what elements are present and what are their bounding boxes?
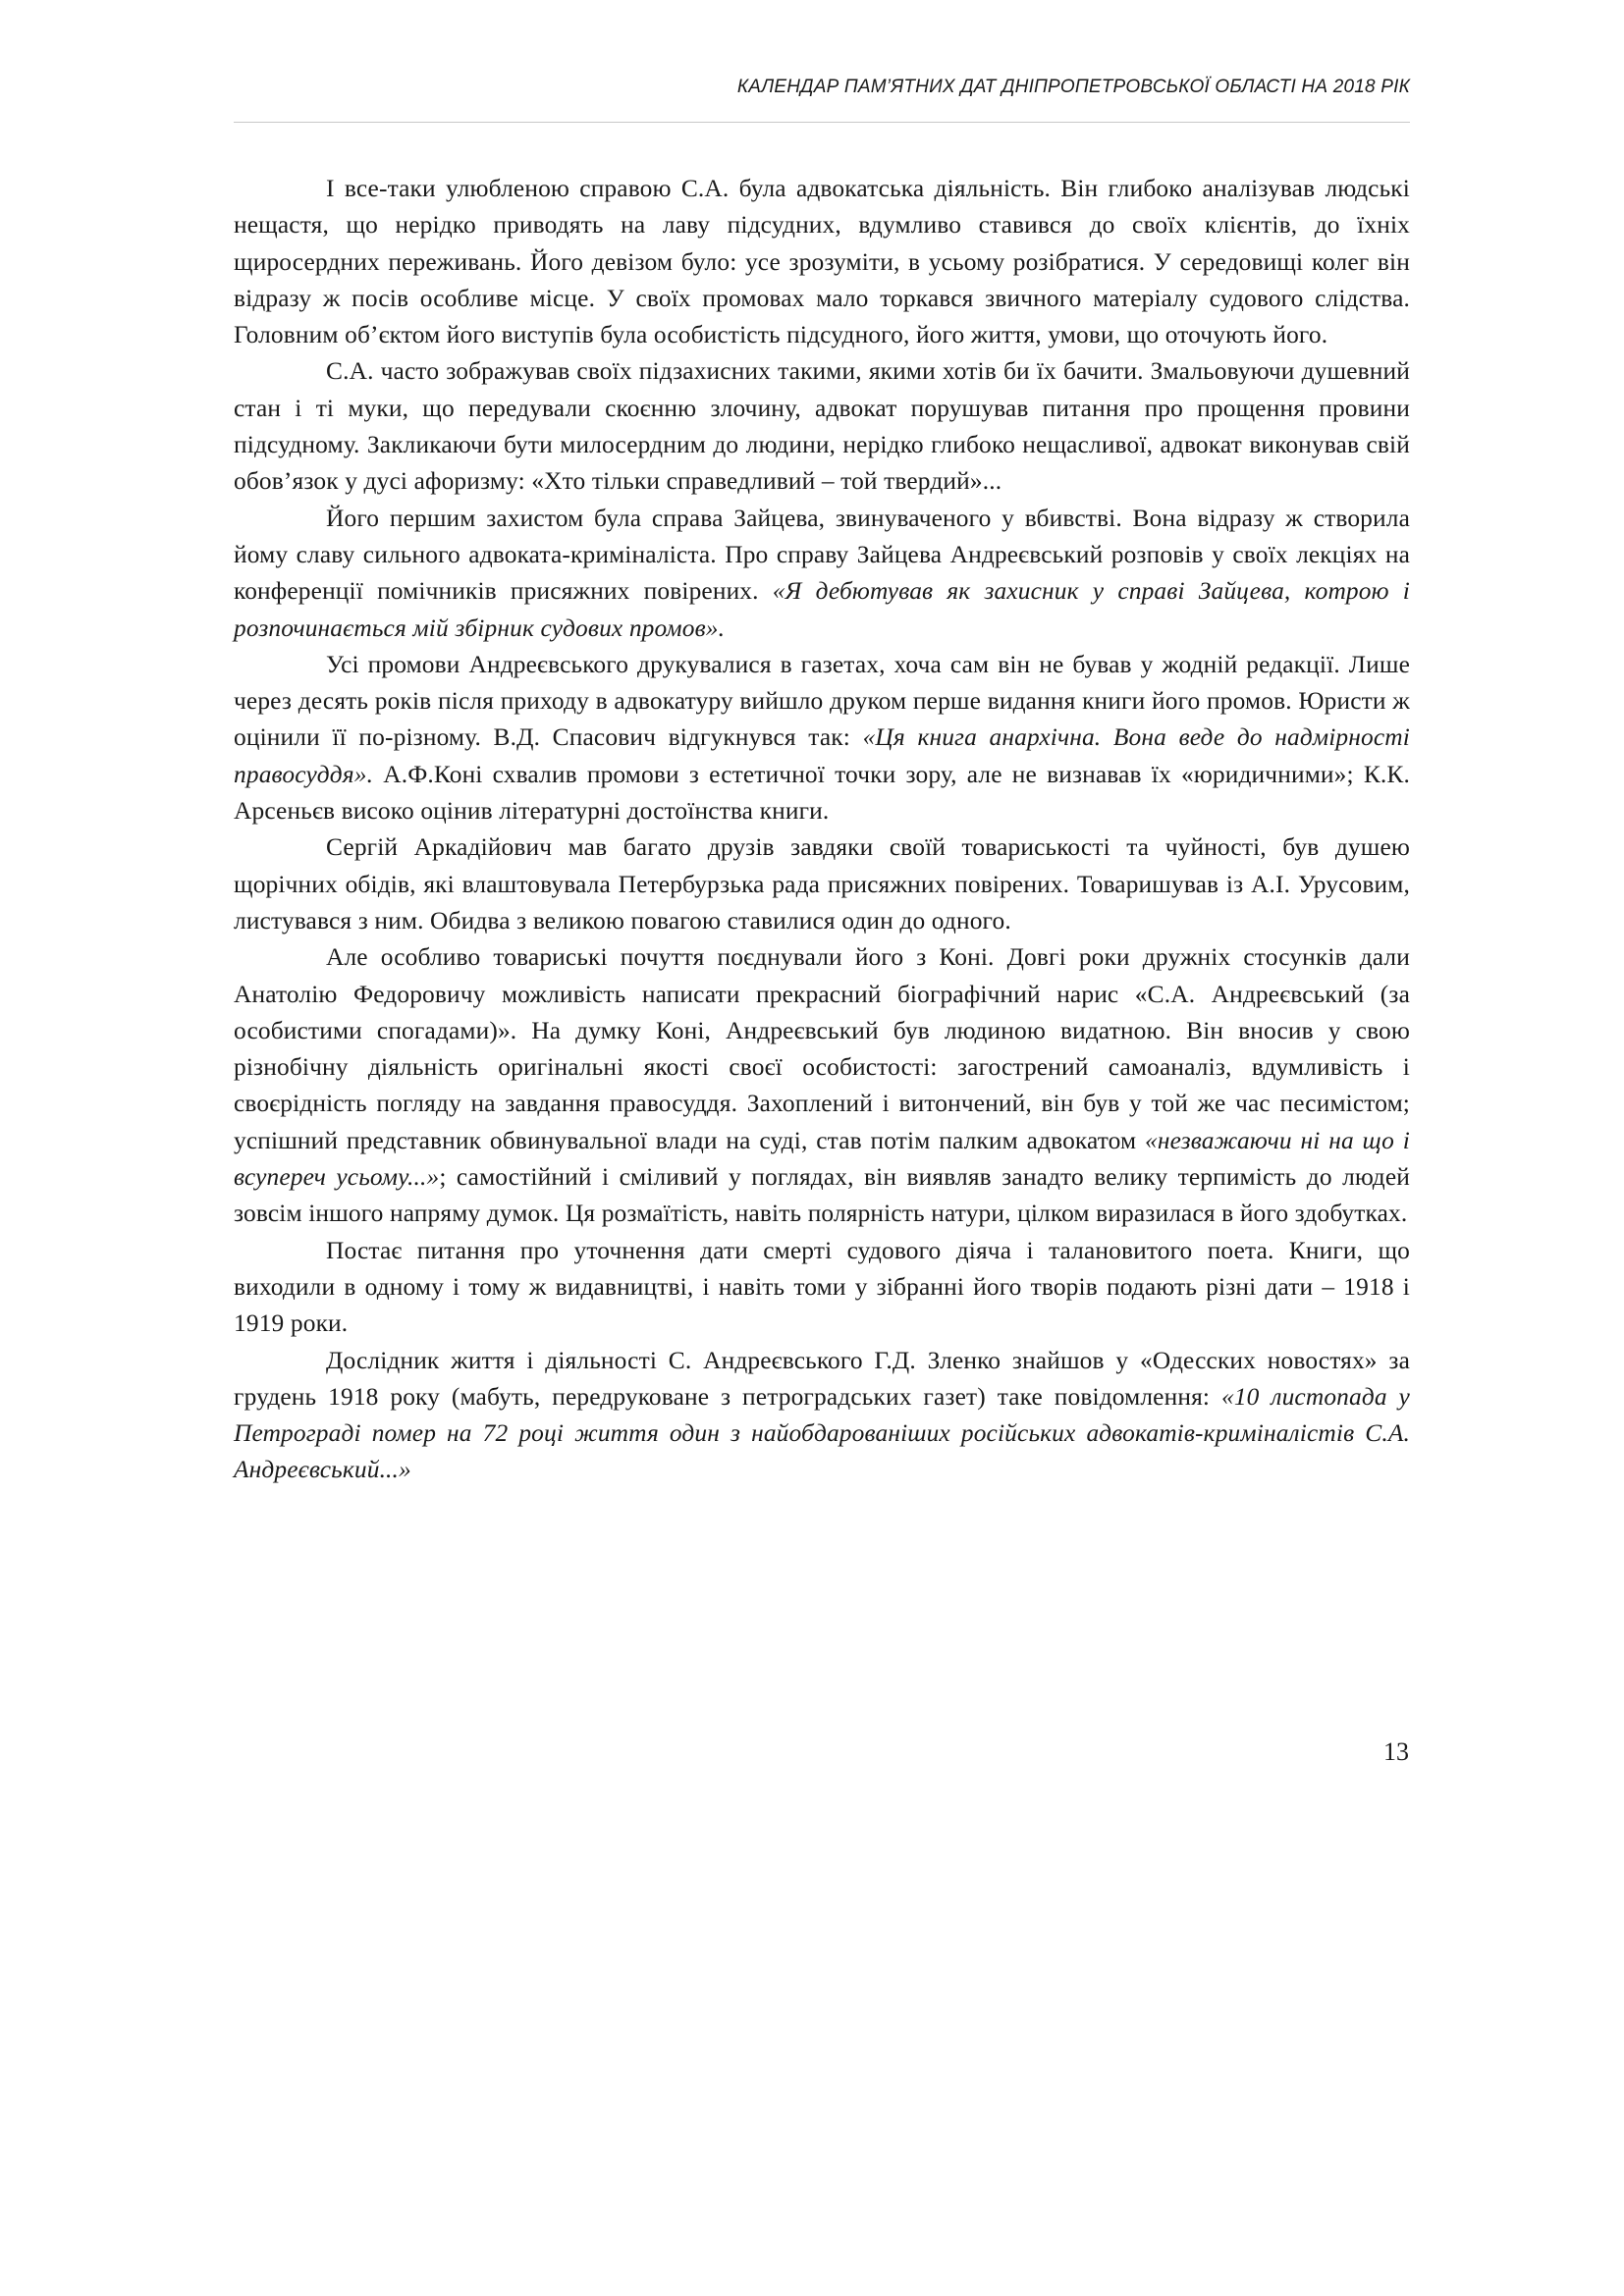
- quote-spasovich: «Ця книга анархічна. Вона веде до надмірності правосуддя».: [234, 723, 1410, 788]
- page-number: 13: [1383, 1737, 1409, 1766]
- article-body: [234, 171, 1410, 1489]
- paragraph-4-text-end: А.Ф.Коні схвалив промови з естетичної точки зору, але не визнавав їх «юридичними»; К.К. Арсеньєв високо оцінив літературні достоїнства книги.: [234, 760, 1410, 826]
- header-divider: [234, 122, 1410, 123]
- paragraph-2: С.А. часто зображував своїх підзахисних такими, якими хотів би їх бачити. Змальовуючи душевний стан і ті муки, що передували скоєнню злочину, адвокат порушував питання про прощення провини підсудному. Закликаючи бути милосердним до людини, нерідко глибоко нещасливої, адвокат виконував свій обов’язок у дусі афоризму: «Хто тільки справедливий – той твердий»...: [234, 357, 1410, 496]
- paragraph-7: Постає питання про уточнення дати смерті судового діяча і талановитого поета. Книги, що виходили в одному і тому ж видавництві, і навіть томи у зібранні його творів подають різні дати – 1918 і 1919 роки.: [234, 1236, 1410, 1338]
- paragraph-1: І все-таки улюбленою справою С.А. була адвокатська діяльність. Він глибоко аналізував людські нещастя, що нерідко приводять на лаву підсудних, вдумливо ставився до своїх клієнтів, до їхніх щиросердних переживань. Його девізом було: усе зрозуміти, в усьому розібратися. У середовищі колег він відразу ж посів особливе місце. У своїх промовах мало торкався звичного матеріалу судового слідства. Головним об’єктом його виступів була особистість підсудного, його життя, умови, що оточують його.: [234, 175, 1410, 349]
- quote-zaitsev-debut: «Я дебютував як захисник у справі Зайцева, котрою і розпочинається мій збірник судових промов».: [234, 577, 1410, 642]
- quote-death-notice: «10 листопада у Петрограді помер на 72 році життя один з найобдарованіших російських адвокатів-криміналістів С.А. Андреєвський...»: [234, 1382, 1410, 1484]
- paragraph-8-text: Дослідник життя і діяльності С. Андреєвського Г.Д. Зленко знайшов у «Одесских новостях» за грудень 1918 року (мабуть, передруковане з петроградських газет) таке повідомлення:: [234, 1346, 1410, 1411]
- paragraph-4: [234, 647, 1410, 829]
- paragraph-5: Сергій Аркадійович мав багато друзів завдяки своїй товариськості та чуйності, був душею щорічних обідів, які влаштовувала Петербурзька рада присяжних повірених. Товаришував із А.І. Урусовим, листувався з ним. Обидва з великою повагою ставилися один до одного.: [234, 833, 1410, 934]
- paragraph-6-text-start: Але особливо товариські почуття поєднували його з Коні. Довгі роки дружніх стосунків дали Анатолію Федоровичу можливість написати прекрасний біографічний нарис «С.А. Андреєвський (за особистими спогадами)». На думку Коні, Андреєвський був людиною видатною. Він вносив у свою різнобічну діяльність оригінальні якості своєї особистості: загострений самоаналіз, вдумливість і своєрідність погляду на завдання правосуддя. Захоплений і витончений, він був у той же час песимістом; успішний представник обвинувальної влади на суді, став потім палким адвокатом: [234, 943, 1410, 1154]
- paragraph-8: [234, 1343, 1410, 1489]
- paragraph-6-text-end: ; самостійний і сміливий у поглядах, він виявляв занадто велику терпимість до людей зовсім іншого напряму думок. Ця розмаїтість, навіть полярність натури, цілком виразилася в його здобутках.: [234, 1163, 1410, 1228]
- paragraph-6: [234, 939, 1410, 1232]
- paragraph-4-text-start: Усі промови Андреєвського друкувалися в газетах, хоча сам він не бував у жодній редакції. Лише через десять років після приходу в адвокатуру вийшло друком перше видання книги його промов. Юристи ж оцінили її по-різному. В.Д. Спасович відгукнувся так:: [234, 650, 1410, 752]
- quote-koni: «незважаючи ні на що і всупереч усьому...»: [234, 1126, 1410, 1192]
- paragraph-3: [234, 501, 1410, 647]
- paragraph-3-text: Його першим захистом була справа Зайцева, звинуваченого у вбивстві. Вона відразу ж створила йому славу сильного адвоката-криміналіста. Про справу Зайцева Андреєвський розповів у своїх лекціях на конференції помічників присяжних повірених.: [234, 504, 1410, 606]
- running-header: КАЛЕНДАР ПАМ’ЯТНИХ ДАТ ДНІПРОПЕТРОВСЬКОЇ ОБЛАСТІ НА 2018 РІК: [736, 77, 1410, 97]
